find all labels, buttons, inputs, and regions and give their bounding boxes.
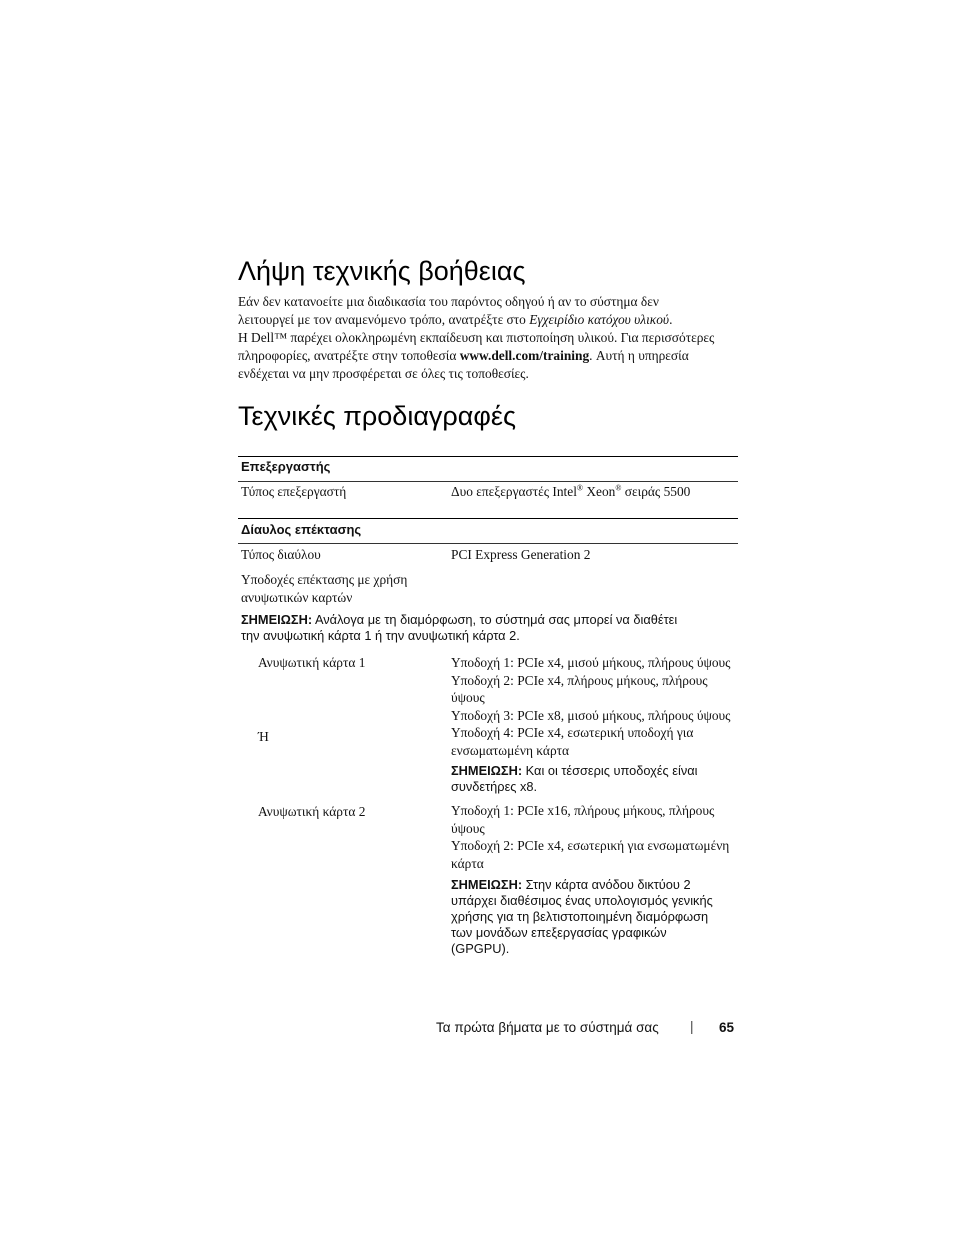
note-x8-line-1: Και οι τέσσερις υποδοχές είναι — [522, 763, 698, 778]
table-rule — [238, 481, 738, 482]
slot-line: Υποδοχή 2: PCIe x4, πλήρους μήκους, πλήρους — [451, 672, 708, 688]
slot-line: κάρτα — [451, 855, 484, 871]
paragraph-line-2-end: . — [669, 312, 673, 327]
bus-type-label: Τύπος διαύλου — [241, 547, 321, 562]
registered-mark: ® — [576, 483, 583, 493]
note-prefix: ΣΗΜΕΙΩΣΗ: — [451, 763, 523, 778]
processor-type-value-c: σειράς 5500 — [621, 484, 691, 499]
note-gpgpu-line-1: Στην κάρτα ανόδου δικτύου 2 — [522, 877, 691, 892]
table-rule — [238, 456, 738, 457]
section-title-technical-help: Λήψη τεχνικής βοήθειας — [238, 256, 526, 286]
slot-line: Υποδοχή 1: PCIe x4, μισού μήκους, πλήρους ύψους — [451, 655, 731, 670]
section-title-tech-specs: Τεχνικές προδιαγραφές — [238, 401, 516, 431]
paragraph-line-5: ενδέχεται να μην προσφέρεται σε όλες τις τοποθεσίες. — [238, 366, 529, 381]
paragraph-line-4-end: . Αυτή η υπηρεσία — [589, 348, 689, 363]
processor-type-value — [451, 483, 690, 501]
slot-line: ενσωματωμένη κάρτα — [451, 742, 570, 758]
paragraph-line-2-text: λειτουργεί με τον αναμενόμενο τρόπο, ανατρέξτε στο — [238, 312, 530, 327]
technical-help-paragraph — [238, 293, 738, 383]
processor-type-value-b: Xeon — [583, 484, 616, 499]
paragraph-line-2 — [238, 311, 738, 329]
note-riser-config-line-1: Ανάλογα με τη διαμόρφωση, το σύστημά σας μπορεί να διαθέτει — [312, 612, 678, 627]
slot-line: ύψους — [451, 690, 485, 705]
note-riser-config — [241, 612, 677, 644]
note-gpgpu-line: των μονάδων επεξεργασίας γραφικών — [451, 925, 667, 940]
note-prefix: ΣΗΜΕΙΩΣΗ: — [451, 877, 523, 892]
slot-line: ύψους — [451, 820, 485, 836]
paragraph-line-4 — [238, 347, 738, 365]
expansion-slots-label-line-1: Υποδοχές επέκτασης με χρήση — [241, 572, 408, 587]
riser-card-2-label: Ανυψωτική κάρτα 2 — [258, 804, 366, 819]
note-gpgpu-line: υπάρχει διαθέσιμος ένας υπολογισμός γενικής — [451, 893, 713, 908]
table-rule — [238, 543, 738, 544]
expansion-slots-label-line-2: ανυψωτικών καρτών — [241, 589, 353, 605]
note-x8-line-2: συνδετήρες x8. — [451, 779, 538, 794]
dell-training-url: www.dell.com/training — [459, 348, 590, 363]
riser-card-1-label: Ανυψωτική κάρτα 1 — [258, 655, 366, 670]
riser-card-2-slots — [451, 802, 729, 872]
expansion-bus-header: Δίαυλος επέκτασης — [241, 522, 362, 537]
paragraph-line-1: Εάν δεν κατανοείτε μια διαδικασία του παρόντος οδηγού ή αν το σύστημα δεν — [238, 294, 659, 309]
note-gpgpu-line: (GPGPU). — [451, 941, 510, 956]
processor-header: Επεξεργαστής — [241, 459, 331, 474]
note-gpgpu — [451, 877, 713, 957]
processor-type-label: Τύπος επεξεργαστή — [241, 484, 347, 499]
note-x8-connectors — [451, 763, 697, 795]
footer-separator: | — [690, 1019, 694, 1034]
paragraph-line-3: Η Dell™ παρέχει ολοκληρωμένη εκπαίδευση και πιστοποίηση υλικού. Για περισσότερες — [238, 330, 715, 345]
footer-chapter-title: Τα πρώτα βήματα με το σύστημά σας — [436, 1020, 659, 1035]
or-label: Ή — [258, 729, 269, 744]
processor-type-value-a: Δυο επεξεργαστές Intel — [451, 484, 577, 499]
hardware-owners-manual-reference: Εγχειρίδιο κατόχου υλικού — [529, 312, 670, 327]
note-riser-config-line-2: την ανυψωτική κάρτα 1 ή την ανυψωτική κάρτα 2. — [241, 628, 520, 643]
slot-line: Υποδοχή 2: PCIe x4, εσωτερική για ενσωματωμένη — [451, 838, 730, 853]
table-rule — [238, 518, 738, 519]
page-number: 65 — [719, 1020, 735, 1035]
registered-mark: ® — [615, 483, 622, 493]
note-gpgpu-line: χρήσης για τη βελτιστοποιημένη διαμόρφωση — [451, 909, 709, 924]
expansion-slots-label — [241, 571, 407, 606]
riser-card-1-slots — [451, 654, 730, 759]
note-prefix: ΣΗΜΕΙΩΣΗ: — [241, 612, 313, 627]
slot-line: Υποδοχή 1: PCIe x16, πλήρους μήκους, πλήρους — [451, 803, 715, 818]
slot-line: Υποδοχή 4: PCIe x4, εσωτερική υποδοχή για — [451, 725, 694, 740]
paragraph-line-4-text: πληροφορίες, ανατρέξτε στην τοποθεσία — [238, 348, 460, 363]
bus-type-value: PCI Express Generation 2 — [451, 547, 591, 562]
slot-line: Υποδοχή 3: PCIe x8, μισού μήκους, πλήρους ύψους — [451, 707, 731, 723]
